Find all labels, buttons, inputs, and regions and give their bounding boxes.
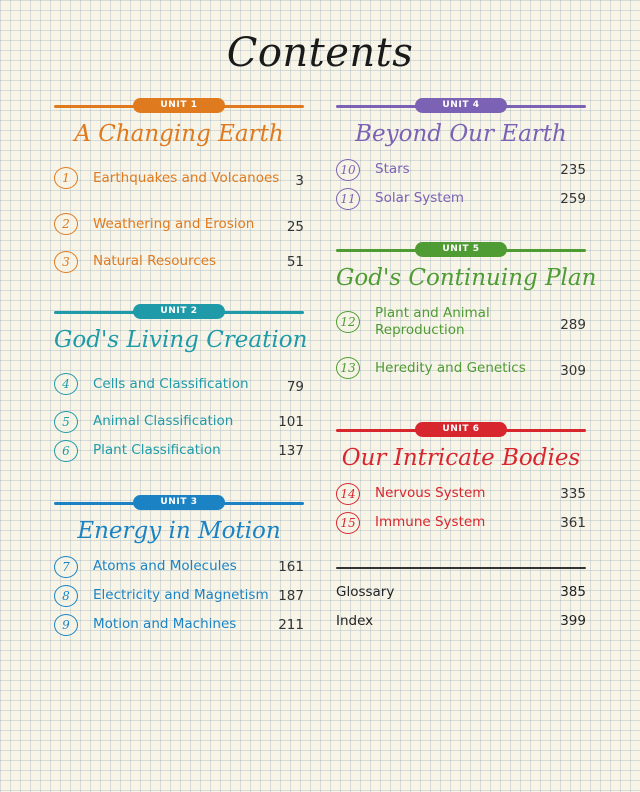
chapter-number: 15 (336, 512, 360, 534)
chapter-list (336, 155, 586, 213)
unit-title: God's Living Creation (54, 327, 308, 353)
unit-label: UNIT 3 (133, 495, 225, 510)
index-entry[interactable] (336, 613, 586, 629)
chapter-title: Earthquakes and Volcanoes (93, 169, 280, 186)
chapter-list (336, 299, 586, 391)
chapter-entry[interactable] (54, 201, 304, 247)
glossary-entry[interactable] (336, 584, 586, 600)
chapter-page: 309 (560, 363, 586, 379)
unit-6 (336, 421, 586, 537)
chapter-title: Electricity and Magnetism (93, 587, 269, 603)
chapter-title: Atoms and Molecules (93, 558, 237, 574)
index-title: Index (336, 613, 374, 629)
chapter-title: Animal Classification (93, 413, 234, 429)
chapter-number: 9 (54, 614, 78, 636)
chapter-page: 161 (278, 558, 304, 575)
chapter-page: 235 (560, 161, 586, 178)
unit-2 (54, 303, 308, 465)
chapter-page: 187 (278, 587, 304, 604)
chapter-entry[interactable] (336, 155, 586, 184)
unit-title: A Changing Earth (74, 121, 284, 147)
chapter-page: 211 (278, 616, 304, 633)
chapter-list (54, 361, 304, 465)
chapter-title: Motion and Machines (93, 616, 237, 632)
glossary-title: Glossary (336, 584, 395, 600)
unit-title: God's Continuing Plan (336, 265, 597, 291)
chapter-title: Solar System (375, 190, 465, 206)
unit-title: Energy in Motion (77, 518, 281, 544)
chapter-number: 7 (54, 556, 78, 578)
chapter-list (54, 552, 304, 639)
chapter-page: 79 (286, 379, 304, 395)
glossary-page: 385 (560, 584, 586, 600)
chapter-page: 289 (560, 317, 586, 333)
chapter-title: Cells and Classification (93, 375, 249, 392)
chapter-number: 6 (54, 440, 78, 462)
chapter-page: 361 (560, 514, 586, 531)
chapter-number: 11 (336, 188, 360, 210)
chapter-entry[interactable] (54, 361, 304, 407)
chapter-page: 25 (286, 219, 304, 235)
chapter-number: 8 (54, 585, 78, 607)
chapter-title: Weathering and Erosion (93, 215, 255, 232)
chapter-entry[interactable] (54, 610, 304, 639)
chapter-title: Heredity and Genetics (375, 359, 526, 376)
chapter-entry[interactable] (336, 345, 586, 391)
index-page: 399 (560, 613, 586, 629)
chapter-title: Plant Classification (93, 442, 221, 458)
chapter-list (54, 155, 304, 276)
chapter-entry[interactable] (54, 247, 304, 276)
chapter-page: 335 (560, 485, 586, 502)
unit-label: UNIT 6 (415, 422, 507, 437)
divider-rule (336, 567, 586, 569)
chapter-title: Natural Resources (93, 253, 217, 269)
chapter-entry[interactable] (54, 407, 304, 436)
chapter-number: 3 (54, 251, 78, 273)
chapter-list (336, 479, 586, 537)
chapter-number: 13 (336, 357, 360, 379)
unit-3 (54, 494, 304, 639)
unit-banner (336, 421, 586, 441)
chapter-title: Stars (375, 161, 410, 177)
chapter-number: 12 (336, 311, 360, 333)
chapter-number: 2 (54, 213, 78, 235)
page-title: Contents (226, 30, 414, 76)
chapter-entry[interactable] (54, 552, 304, 581)
unit-label: UNIT 2 (133, 304, 225, 319)
chapter-entry[interactable] (54, 155, 304, 201)
chapter-entry[interactable] (54, 581, 304, 610)
unit-banner (54, 494, 304, 514)
unit-title: Our Intricate Bodies (341, 445, 581, 471)
chapter-number: 10 (336, 159, 360, 181)
unit-label: UNIT 1 (133, 98, 225, 113)
chapter-number: 5 (54, 411, 78, 433)
chapter-page: 3 (295, 173, 304, 189)
unit-banner (54, 303, 304, 323)
chapter-entry[interactable] (54, 436, 304, 465)
chapter-page: 137 (278, 442, 304, 459)
chapter-number: 4 (54, 373, 78, 395)
chapter-entry[interactable] (336, 184, 586, 213)
chapter-page: 51 (286, 253, 304, 270)
chapter-title: Nervous System (375, 485, 486, 501)
chapter-entry[interactable] (336, 479, 586, 508)
chapter-page: 101 (278, 413, 304, 430)
chapter-page: 259 (560, 190, 586, 207)
chapter-entry[interactable] (336, 299, 586, 345)
unit-banner (336, 97, 586, 117)
chapter-entry[interactable] (336, 508, 586, 537)
unit-4 (336, 97, 586, 213)
unit-banner (336, 241, 586, 261)
chapter-number: 1 (54, 167, 78, 189)
chapter-title: Plant and Animal Reproduction (375, 305, 490, 338)
unit-1 (54, 97, 304, 276)
chapter-number: 14 (336, 483, 360, 505)
unit-label: UNIT 5 (415, 242, 507, 257)
unit-label: UNIT 4 (415, 98, 507, 113)
unit-title: Beyond Our Earth (355, 121, 567, 147)
unit-banner (54, 97, 304, 117)
chapter-title: Immune System (375, 514, 486, 530)
unit-5 (336, 241, 597, 391)
